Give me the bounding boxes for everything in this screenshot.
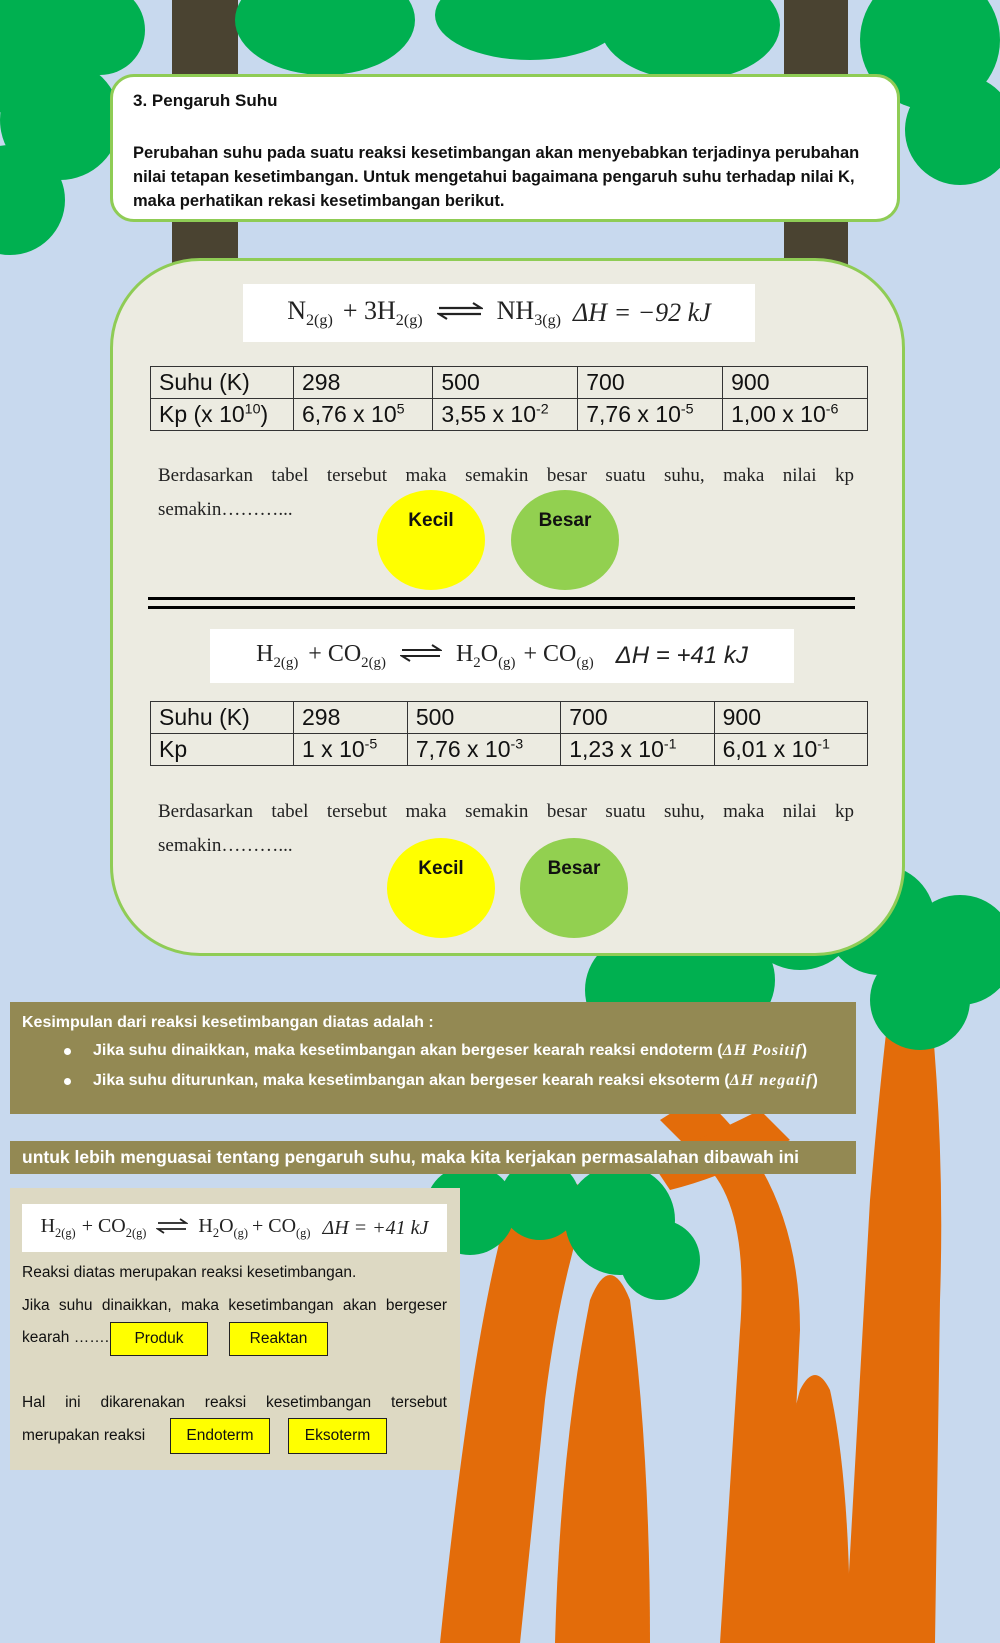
reactant-h2: + $3H_{2(g)}$ <box>342 295 423 330</box>
answer-besar-button-2[interactable]: Besar <box>520 838 628 938</box>
question-1-line2: semakin………... <box>158 499 293 520</box>
table-row <box>151 399 868 431</box>
list-item: Jika suhu diturunkan, maka kesetimbangan akan bergeser kearah reaksi eksoterm (ΔH negatif) <box>64 1072 844 1090</box>
table-cell: 1,00 x $10^{-6}$ <box>723 399 868 431</box>
enthalpy-1: ΔH = −92 kJ <box>573 298 711 327</box>
bullet-icon <box>64 1048 71 1055</box>
enthalpy-2: ΔH = +41 kJ <box>615 642 748 669</box>
intro-paragraph: Perubahan suhu pada suatu reaksi kesetimbangan akan menyebabkan terjadinya perubahan nilai tetapan kesetimbangan. Untuk mengetahui bagaimana pengaruh suhu terhadap nilai K, maka perhatikan rekasi kesetimbangan berikut. <box>133 144 860 210</box>
reactant-h2: $H_{2(g)}$ <box>256 640 299 671</box>
question-2-line1: Berdasarkan tabel tersebut maka semakin besar suatu suhu, maka nilai kp <box>158 801 854 822</box>
table-cell: 298 <box>294 702 408 734</box>
table-row <box>151 734 868 766</box>
reaction-1-equation <box>243 284 755 342</box>
table-cell: 500 <box>433 367 578 399</box>
produk-button[interactable]: Produk <box>110 1322 208 1356</box>
exercise-banner: untuk lebih menguasai tentang pengaruh suhu, maka kita kerjakan permasalahan dibawah ini <box>10 1141 856 1174</box>
equilibrium-arrow-icon <box>156 1217 188 1240</box>
answer-besar-button-1[interactable]: Besar <box>511 490 619 590</box>
answer-kecil-button-1[interactable]: Kecil <box>377 490 485 590</box>
reactant-n2: $N_{2(g)}$ <box>287 295 333 330</box>
bullet-icon <box>64 1078 71 1085</box>
list-item: Jika suhu dinaikkan, maka kesetimbangan akan bergeser kearah reaksi endoterm (ΔH Positif) <box>64 1042 844 1060</box>
reactant-co2: + $CO_{2(g)}$ <box>81 1215 147 1240</box>
table-cell: 500 <box>407 702 560 734</box>
kp-table-2 <box>150 701 868 766</box>
table-cell: 900 <box>723 367 868 399</box>
table-header-cell: Kp <box>151 734 294 766</box>
product-co: + $CO_{(g)}$ <box>523 640 594 671</box>
exercise-line-1: Reaksi diatas merupakan reaksi kesetimbangan. <box>22 1264 357 1281</box>
enthalpy-3: ΔH = +41 kJ <box>322 1216 429 1239</box>
eksoterm-button[interactable]: Eksoterm <box>288 1418 387 1454</box>
intro-box <box>110 74 900 222</box>
answer-kecil-button-2[interactable]: Kecil <box>387 838 495 938</box>
table-cell: 1,23 x $10^{-1}$ <box>561 734 714 766</box>
conclusion-box <box>10 1002 856 1114</box>
section-title: 3. Pengaruh Suhu <box>133 91 278 110</box>
equilibrium-arrow-icon <box>400 643 442 670</box>
product-h2o: $H_2O_{(g)}$ <box>455 640 516 671</box>
table-cell: 7,76 x $10^{-3}$ <box>407 734 560 766</box>
table-header-cell: Suhu (K) <box>151 702 294 734</box>
table-row <box>151 702 868 734</box>
table-cell: 298 <box>294 367 433 399</box>
table-cell: 6,76 x $10^5$ <box>294 399 433 431</box>
product-nh3: $NH_{3(g)}$ <box>496 295 562 330</box>
exercise-line-4: Hal ini dikarenakan reaksi kesetimbangan tersebut <box>22 1394 447 1411</box>
reaction-2-equation <box>210 629 794 683</box>
divider-line <box>148 597 855 600</box>
product-co: + $CO_{(g)}$ <box>251 1215 311 1240</box>
exercise-line-2: Jika suhu dinaikkan, maka kesetimbangan akan bergeser <box>22 1297 447 1314</box>
table-cell: 700 <box>561 702 714 734</box>
kp-table-1 <box>150 366 868 431</box>
equilibrium-arrow-icon <box>437 298 483 328</box>
exercise-equation <box>22 1204 447 1252</box>
question-2-line2: semakin………... <box>158 835 293 856</box>
table-cell: 3,55 x $10^{-2}$ <box>433 399 578 431</box>
question-1-line1: Berdasarkan tabel tersebut maka semakin besar suatu suhu, maka nilai kp <box>158 465 854 486</box>
table-header-cell: Suhu (K) <box>151 367 294 399</box>
table-header-cell: Kp (x $10^{10}$) <box>151 399 294 431</box>
endoterm-button[interactable]: Endoterm <box>170 1418 270 1454</box>
product-h2o: $H_2O_{(g)}$ <box>198 1215 248 1240</box>
reactant-h2: $H_{2(g)}$ <box>40 1215 76 1240</box>
table-cell: 7,76 x $10^{-5}$ <box>578 399 723 431</box>
table-row <box>151 367 868 399</box>
divider-line <box>148 606 855 609</box>
reaktan-button[interactable]: Reaktan <box>229 1322 328 1356</box>
conclusion-heading: Kesimpulan dari reaksi kesetimbangan diatas adalah : <box>22 1014 434 1031</box>
exercise-box <box>10 1188 460 1470</box>
reactant-co2: + $CO_{2(g)}$ <box>308 640 386 671</box>
table-cell: 1 x $10^{-5}$ <box>294 734 408 766</box>
table-cell: 900 <box>714 702 867 734</box>
exercise-line-3: kearah ……. <box>22 1329 110 1346</box>
exercise-line-5: merupakan reaksi <box>22 1427 146 1444</box>
table-cell: 6,01 x $10^{-1}$ <box>714 734 867 766</box>
table-cell: 700 <box>578 367 723 399</box>
